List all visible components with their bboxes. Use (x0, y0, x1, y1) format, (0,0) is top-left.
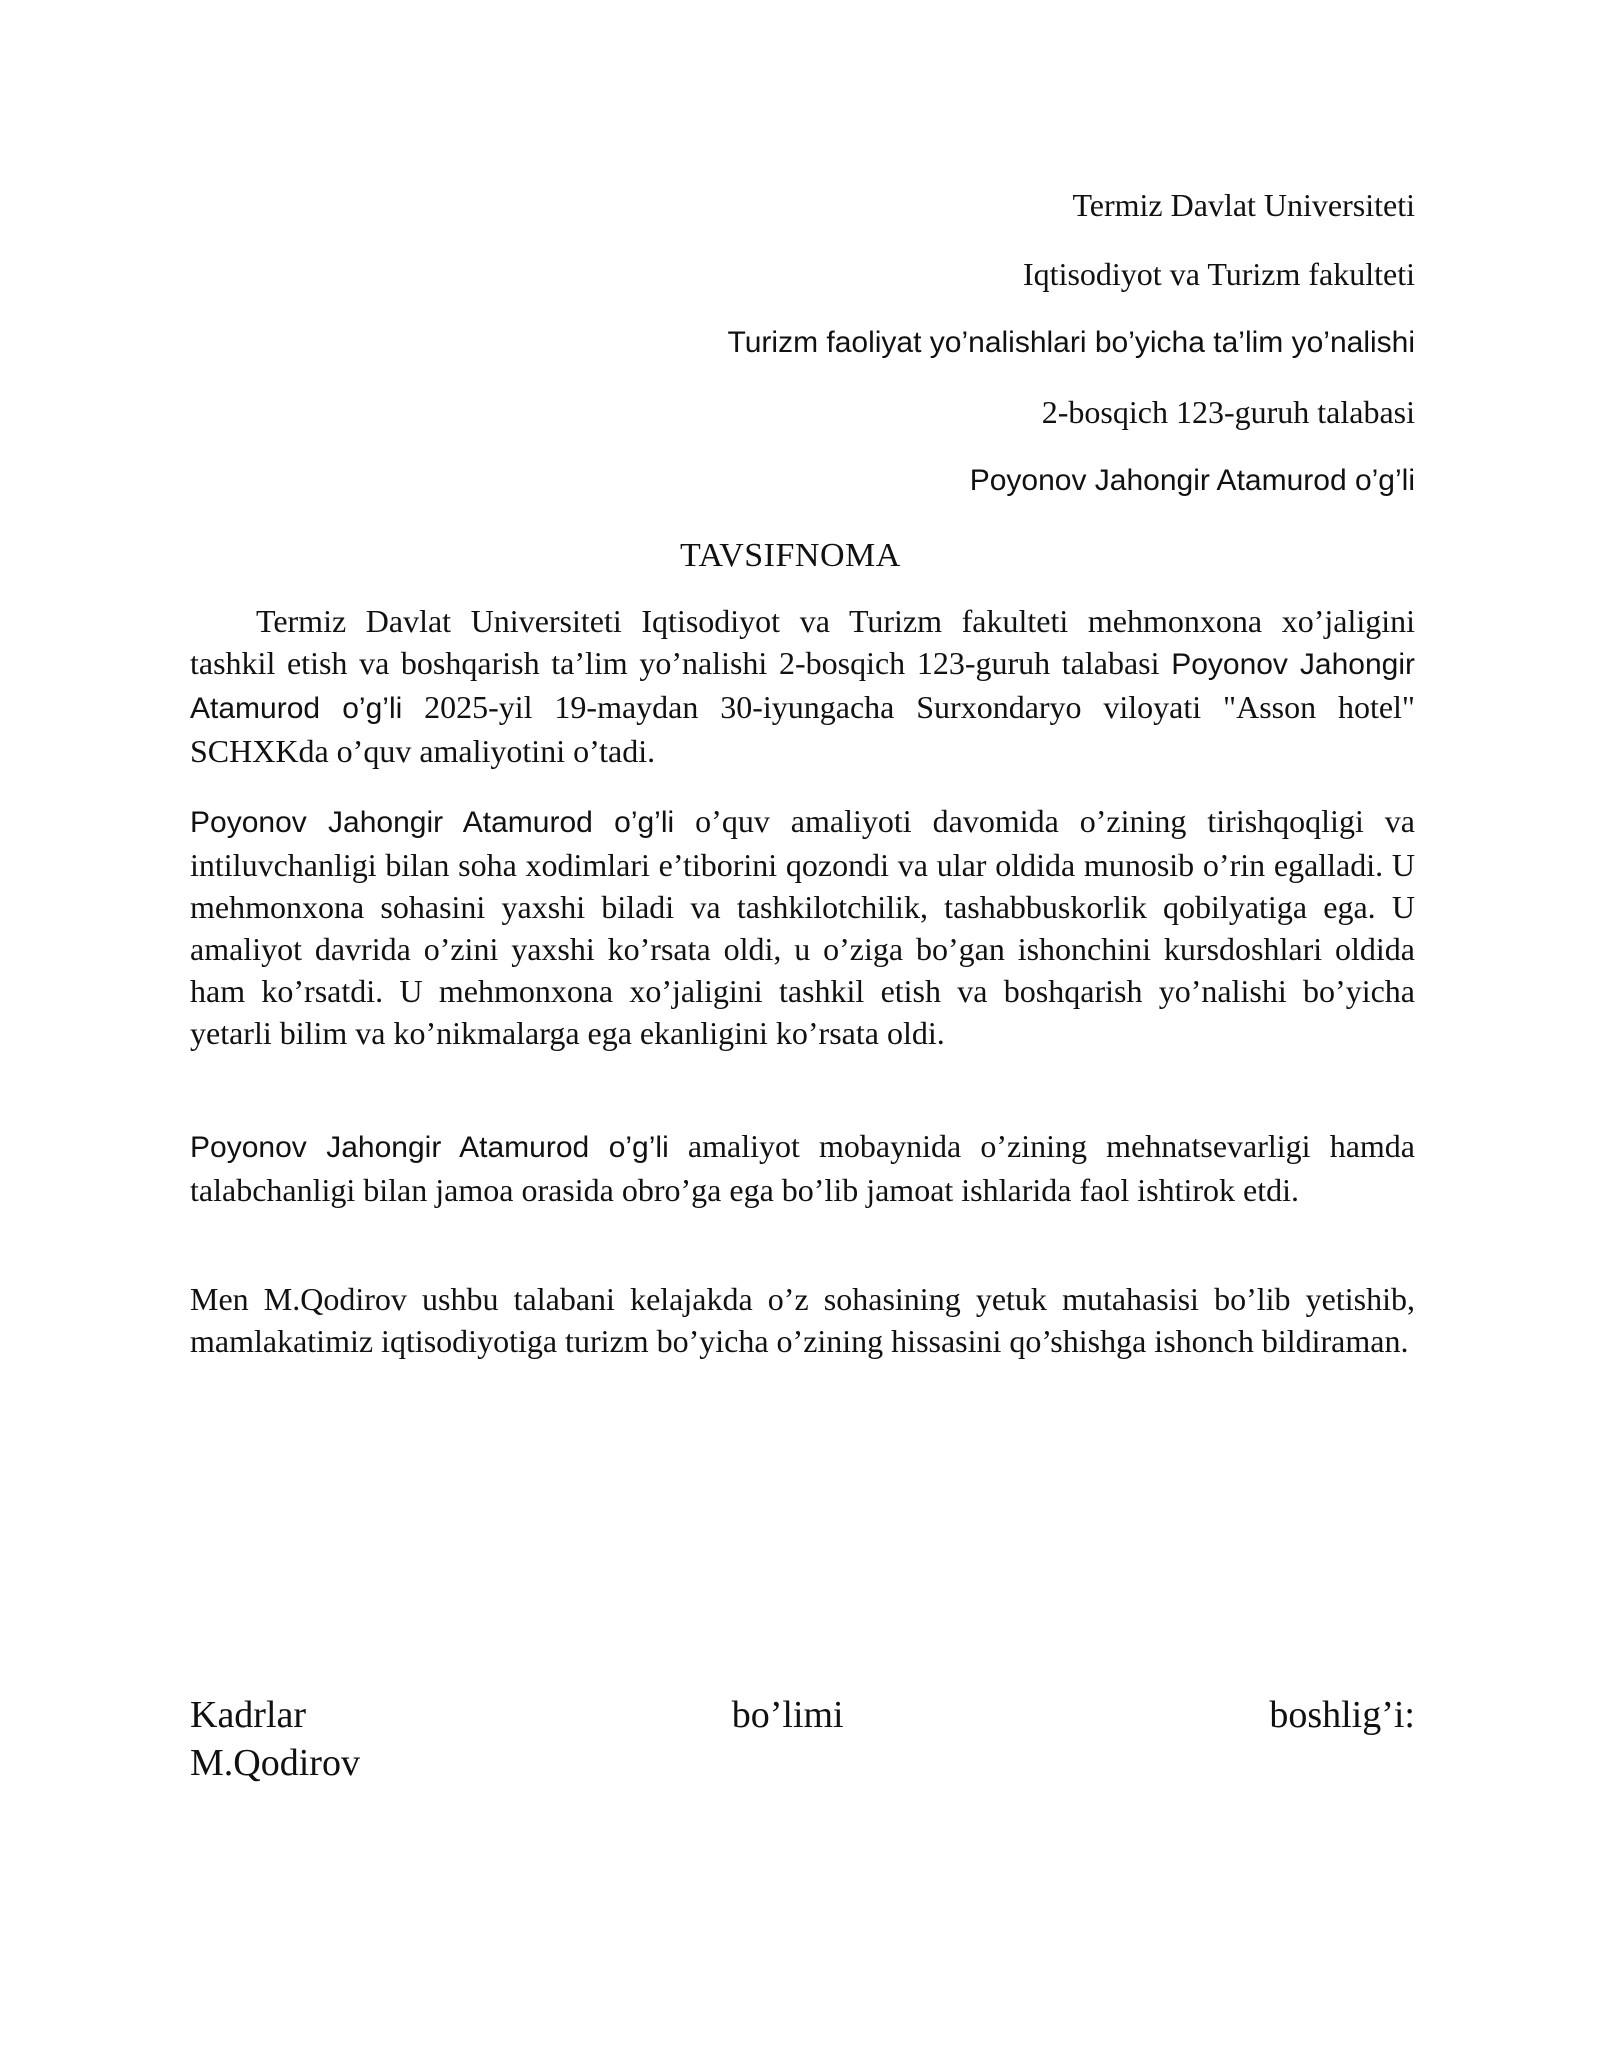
paragraph-1-student-name: Poyonov Jahongir Atamurod o’g’li (190, 648, 1416, 725)
signatory-name: M.Qodirov (190, 1742, 360, 1784)
signature-word-kadrlar: Kadrlar (190, 1694, 307, 1736)
paragraph-2 (190, 800, 1415, 1054)
signature-word-boshligi: boshlig’i: (1269, 1694, 1415, 1736)
paragraph-2-text: o’quv amaliyoti davomida o’zining tirishqoqligi va intiluvchanligi bilan soha xodimlari e’tiborini qozondi va ular oldida munosib o’rin egalladi. U mehmonxona sohasini yaxshi biladi va tashkilotchilik, tashabbuskorlik qobilyatiga ega. U amaliyot davrida o’zini yaxshi ko’rsata oldi, u o’ziga bo’gan ishonchini kursdoshlari oldida ham ko’rsatdi. U mehmonxona xo’jaligini tashkil etish va boshqarish yo’nalishi bo’yicha yetarli bilim va ko’nikmalarga ega ekanligini ko’rsata oldi. (190, 803, 1415, 1051)
paragraph-3 (190, 1125, 1415, 1211)
signature-word-bolimi: bo’limi (731, 1694, 844, 1736)
paragraph-2-student-name: Poyonov Jahongir Atamurod o’g’li (190, 806, 675, 839)
signature-line (190, 1690, 1415, 1740)
paragraph-3-student-name: Poyonov Jahongir Atamurod o’g’li (190, 1131, 669, 1164)
header-group: 2-bosqich 123-guruh talabasi (1041, 394, 1415, 430)
document-title: TAVSIFNOMA (680, 537, 901, 574)
paragraph-1-text-b: 2025-yil 19-maydan 30-iyungacha Surxondaryo viloyati "Asson hotel" SCHXKda o’quv amaliyotini o’tadi. (190, 689, 1415, 769)
header-university: Termiz Davlat Universiteti (1072, 187, 1415, 223)
header-direction: Turizm faoliyat yo’nalishlari bo’yicha ta’lim yo’nalishi (727, 326, 1415, 359)
header-faculty: Iqtisodiyot va Turizm fakulteti (1023, 256, 1415, 292)
paragraph-3-text: amaliyot mobaynida o’zining mehnatsevarligi hamda talabchanligi bilan jamoa orasida obro’ga ega bo’lib jamoat ishlarida faol ishtirok etdi. (190, 1128, 1415, 1208)
paragraph-1 (190, 600, 1415, 772)
paragraph-4: Men M.Qodirov ushbu talabani kelajakda o’z sohasining yetuk mutahasisi bo’lib yetishib, mamlakatimiz iqtisodiyotiga turizm bo’yicha o’zining hissasini qo’shishga ishonch bildiraman. (190, 1281, 1415, 1359)
header-student-name: Poyonov Jahongir Atamurod o’g’li (969, 464, 1415, 497)
paragraph-1-text-a: Termiz Davlat Universiteti Iqtisodiyot va Turizm fakulteti mehmonxona xo’jaligini tashkil etish va boshqarish ta’lim yo’nalishi 2-bosqich 123-guruh talabasi (190, 603, 1415, 681)
